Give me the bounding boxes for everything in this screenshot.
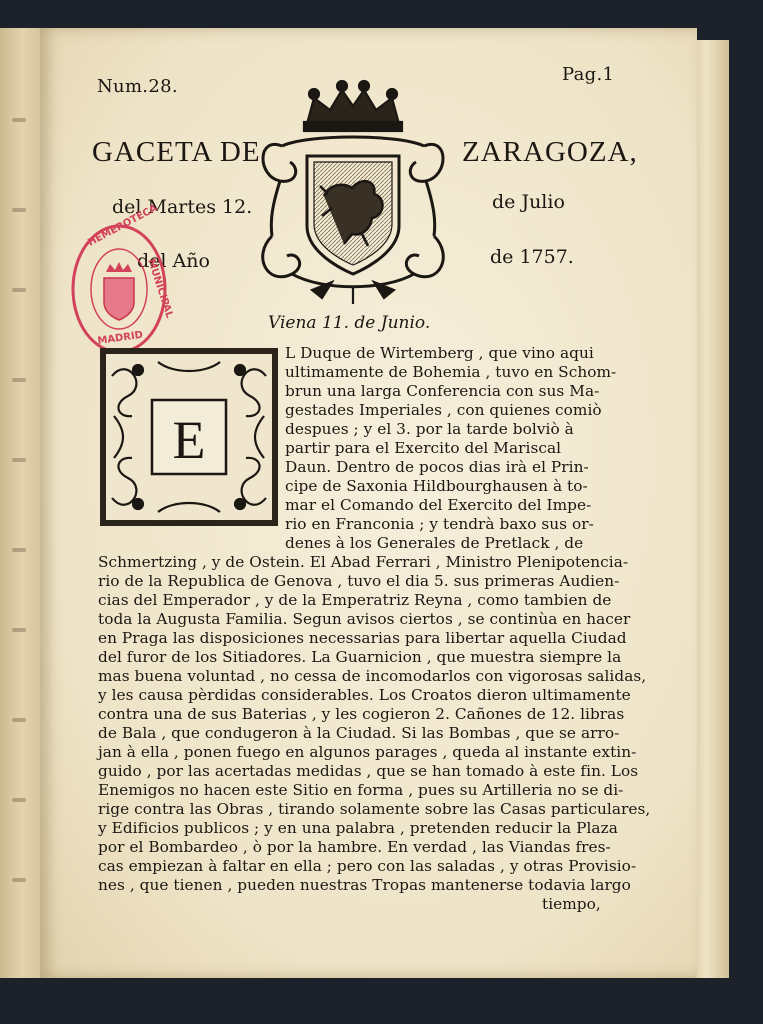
article-line: guido , por las acertadas medidas , que se han tomado à este fin. Los bbox=[98, 762, 639, 780]
stamp-right-text: MUNICIPAL bbox=[145, 257, 175, 320]
article-line: cias del Emperador , y de la Emperatriz Reyna , como tambien de bbox=[98, 591, 612, 609]
issue-number: Num.28. bbox=[97, 76, 178, 97]
article-line: rio de la Republica de Genova , tuvo el dia 5. sus primeras Audien- bbox=[98, 572, 620, 590]
article-line: denes à los Generales de Pretlack , de bbox=[285, 534, 584, 552]
article-line: Daun. Dentro de pocos dias irà el Prin- bbox=[285, 458, 589, 476]
article-line: ultimamente de Bohemia , tuvo en Schom- bbox=[285, 363, 617, 381]
article-line: toda la Augusta Familia. Segun avisos ciertos , se continùa en hacer bbox=[98, 610, 631, 628]
article-line: L Duque de Wirtemberg , que vino aqui bbox=[285, 344, 594, 362]
stamp-top-text: HEMEROTECA bbox=[86, 202, 160, 249]
issue-month: de Julio bbox=[492, 191, 565, 213]
article-line: contra una de sus Baterias , y les cogieron 2. Cañones de 12. libras bbox=[98, 705, 625, 723]
article-line: tiempo, bbox=[542, 895, 601, 913]
decorated-initial bbox=[98, 346, 280, 528]
article-line: del furor de los Sitiadores. La Guarnicion , que muestra siempre la bbox=[98, 648, 622, 666]
initial-letter: E bbox=[172, 410, 206, 470]
page-number: Pag.1 bbox=[562, 64, 615, 85]
issue-day: del Martes 12. bbox=[112, 196, 253, 218]
article-line: gestades Imperiales , con quienes comiò bbox=[285, 401, 602, 419]
article-line: rio en Franconia ; y tendrà baxo sus or- bbox=[285, 515, 594, 533]
coat-of-arms-icon bbox=[252, 76, 454, 306]
article-line: de Bala , que condugeron à la Ciudad. Si las Bombas , que se arro- bbox=[98, 724, 620, 742]
article-line: nes , que tienen , pueden nuestras Tropas mantenerse todavia largo bbox=[98, 876, 631, 894]
article-line: mas buena voluntad , no cessa de incomodarlos con vigorosas salidas, bbox=[98, 667, 647, 685]
article-line: mar el Comando del Exercito del Impe- bbox=[285, 496, 592, 514]
masthead-title-left: GACETA DE bbox=[92, 136, 261, 168]
article-line: jan à ella , ponen fuego en algunos parages , queda al instante extin- bbox=[98, 743, 637, 761]
previous-page-leaf bbox=[0, 28, 41, 978]
article-line: despues ; y el 3. por la tarde bolviò à bbox=[285, 420, 574, 438]
masthead-title-right: ZARAGOZA, bbox=[462, 136, 638, 168]
issue-year: de 1757. bbox=[490, 246, 574, 268]
article-line: Enemigos no hacen este Sitio en forma , pues su Artilleria no se di- bbox=[98, 781, 624, 799]
article-line: rige contra las Obras , tirando solamente sobre las Casas particulares, bbox=[98, 800, 651, 818]
article-line: Schmertzing , y de Ostein. El Abad Ferrari , Ministro Plenipotencia- bbox=[98, 553, 629, 571]
article-line: cas empiezan à faltar en ella ; pero con las saladas , y otras Provisio- bbox=[98, 857, 637, 875]
article-line: brun una larga Conferencia con sus Ma- bbox=[285, 382, 600, 400]
article-line: y Edificios publicos ; y en una palabra , pretenden reducir la Plaza bbox=[98, 819, 618, 837]
newspaper-page bbox=[40, 28, 697, 978]
article-line: en Praga las disposiciones necessarias para libertar aquella Ciudad bbox=[98, 629, 627, 647]
stamp-bottom-text: MADRID bbox=[96, 329, 144, 347]
issue-year-prefix: del Año bbox=[137, 250, 210, 272]
article-line: y les causa pèrdidas considerables. Los Croatos dieron ultimamente bbox=[98, 686, 631, 704]
article-line: por el Bombardeo , ò por la hambre. En verdad , las Viandas fres- bbox=[98, 838, 611, 856]
article-line: cipe de Saxonia Hildbourghausen à to- bbox=[285, 477, 588, 495]
article-line: partir para el Exercito del Mariscal bbox=[285, 439, 562, 457]
article-dateline: Viena 11. de Junio. bbox=[268, 313, 431, 333]
